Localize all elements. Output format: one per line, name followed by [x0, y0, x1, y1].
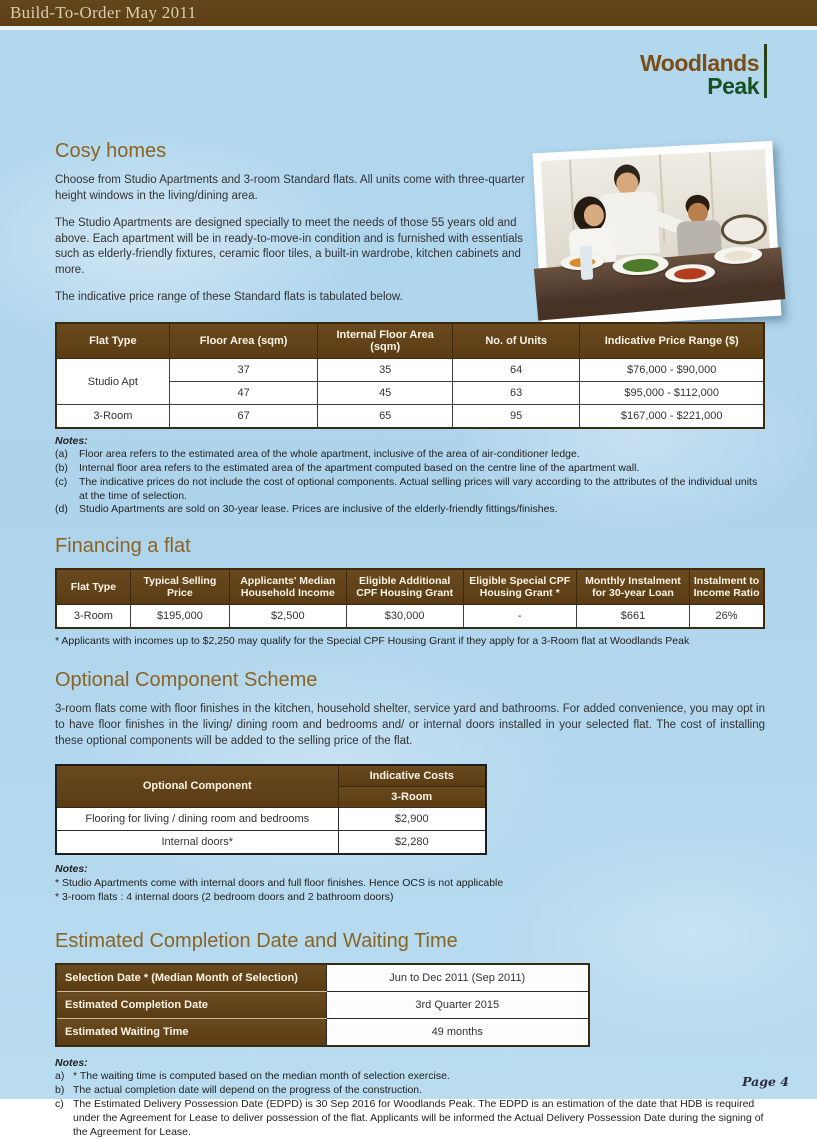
note-text: Internal floor area refers to the estimated area of the apartment computed based on the centre line of the apartment wall.	[79, 461, 640, 474]
note-text: The indicative prices do not include the cost of optional components. Actual selling prices will vary according to the attributes of the individual units at the time of selection.	[79, 475, 758, 502]
price-cell-units: 64	[452, 359, 579, 382]
table-row	[56, 964, 589, 992]
top-banner	[0, 0, 817, 30]
fin-cell-additional-grant: $30,000	[346, 605, 463, 629]
note-text: * Studio Apartments come with internal doors and full floor finishes. Hence OCS is not applicable	[55, 876, 504, 889]
note-item	[55, 448, 765, 462]
price-cell-internal-area: 35	[318, 359, 453, 382]
note-text: Floor area refers to the estimated area of the whole apartment, inclusive of the area of air-conditioner ledge.	[79, 448, 580, 461]
ocs-col-3room: 3-Room	[338, 786, 486, 807]
price-cell-floor-area: 47	[169, 382, 318, 405]
fin-col-additional-grant: Eligible Additional CPF Housing Grant	[346, 569, 463, 605]
completion-heading: Estimated Completion Date and Waiting Time	[55, 930, 458, 953]
table-row	[56, 359, 764, 382]
fin-cell-flat-type: 3-Room	[56, 605, 130, 629]
fin-cell-selling-price: $195,000	[130, 605, 229, 629]
note-marker: c)	[55, 1097, 64, 1110]
page-content	[55, 140, 765, 1140]
banner-title: Build-To-Order May 2011	[10, 3, 197, 22]
ocs-table	[55, 764, 487, 855]
price-cell-flat-type: 3-Room	[56, 405, 169, 429]
note-item	[55, 1070, 765, 1084]
note-text: The Estimated Delivery Possession Date (EDPD) is 30 Sep 2016 for Woodlands Peak. The EDPD is an estimation of the date that HDB is required under the Agreement for Lease to deliver possession of the flat. Applicants will be informed the Actual Delivery Possession Date during the signing of the Agreement for Lease.	[73, 1097, 764, 1138]
financing-heading: Financing a flat	[55, 535, 191, 558]
financing-footnote: * Applicants with incomes up to $2,250 may qualify for the Special CPF Housing Grant if they apply for a 3-Room flat at Woodlands Peak	[55, 635, 690, 648]
note-marker: b)	[55, 1084, 65, 1097]
note-marker: (a)	[55, 448, 68, 461]
notes-label: Notes:	[55, 862, 88, 875]
completion-table	[55, 963, 590, 1047]
note-marker: (b)	[55, 461, 68, 474]
fin-col-median-income: Applicants' Median Household Income	[229, 569, 346, 605]
comp-value-selection-date: Jun to Dec 2011 (Sep 2011)	[326, 964, 589, 992]
price-cell-units: 95	[452, 405, 579, 429]
price-cell-flat-type: Studio Apt	[56, 359, 169, 405]
fin-col-monthly-instalment: Monthly Instalment for 30-year Loan	[576, 569, 689, 605]
price-cell-price-range: $167,000 - $221,000	[580, 405, 764, 429]
notes-label: Notes:	[55, 1057, 88, 1070]
ocs-cell-component: Flooring for living / dining room and bedrooms	[56, 807, 338, 830]
fin-cell-monthly-instalment: $661	[576, 605, 689, 629]
fin-cell-special-grant: -	[463, 605, 576, 629]
fin-col-special-grant: Eligible Special CPF Housing Grant *	[463, 569, 576, 605]
indicative-price-table	[55, 322, 765, 429]
table-row	[56, 405, 764, 429]
note-marker: (c)	[55, 475, 68, 488]
price-notes	[55, 435, 765, 517]
note-item	[55, 476, 765, 504]
comp-label-waiting-time: Estimated Waiting Time	[56, 1019, 326, 1047]
cosy-paragraph-3: The indicative price range of these Standard flats is tabulated below.	[55, 291, 403, 304]
page-number: Page 4	[742, 1074, 789, 1089]
table-row	[56, 807, 486, 830]
fin-cell-income-ratio: 26%	[690, 605, 764, 629]
fin-col-income-ratio: Instalment to Income Ratio	[690, 569, 764, 605]
table-row	[56, 992, 589, 1019]
comp-value-waiting-time: 49 months	[326, 1019, 589, 1047]
note-text: * The waiting time is computed based on the median month of selection exercise.	[73, 1070, 450, 1083]
note-marker: a)	[55, 1070, 65, 1083]
price-col-floor-area: Floor Area (sqm)	[169, 323, 318, 359]
table-row	[56, 830, 486, 854]
note-item	[55, 1084, 765, 1098]
ocs-cell-cost: $2,280	[338, 830, 486, 854]
price-col-price-range: Indicative Price Range ($)	[580, 323, 764, 359]
table-row	[56, 1019, 589, 1047]
ocs-cell-cost: $2,900	[338, 807, 486, 830]
completion-notes	[55, 1057, 765, 1139]
price-cell-internal-area: 65	[318, 405, 453, 429]
logo-line-peak: Peak	[707, 73, 759, 99]
price-cell-units: 63	[452, 382, 579, 405]
logo-line-woodlands: Woodlands	[639, 50, 759, 76]
cosy-homes-heading: Cosy homes	[55, 140, 167, 162]
note-marker: (d)	[55, 503, 68, 516]
ocs-col-component: Optional Component	[56, 765, 338, 808]
fin-col-flat-type: Flat Type	[56, 569, 130, 605]
fin-col-selling-price: Typical Selling Price	[130, 569, 229, 605]
comp-label-completion-date: Estimated Completion Date	[56, 992, 326, 1019]
note-text: * 3-room flats : 4 internal doors (2 bedroom doors and 2 bathroom doors)	[55, 891, 394, 904]
logo-text	[640, 52, 764, 98]
woodlands-peak-logo	[640, 52, 767, 98]
note-text: The actual completion date will depend on the progress of the construction.	[73, 1084, 423, 1097]
note-item	[55, 462, 765, 476]
note-item	[55, 503, 765, 517]
ocs-heading: Optional Component Scheme	[55, 669, 318, 692]
comp-label-selection-date: Selection Date * (Median Month of Selection)	[56, 964, 326, 992]
note-item	[55, 1098, 765, 1140]
price-cell-floor-area: 67	[169, 405, 318, 429]
comp-value-completion-date: 3rd Quarter 2015	[326, 992, 589, 1019]
table-row	[56, 605, 764, 629]
ocs-paragraph: 3-room flats come with floor finishes in the kitchen, household shelter, service yard and bathrooms. For added convenience, you may opt in to have floor finishes in the living/ dining room and bedrooms and/ or internal doors installed in your selected flat. The cost of installing these optional components will be added to the selling price of the flat.	[55, 703, 765, 748]
price-col-units: No. of Units	[452, 323, 579, 359]
fin-cell-median-income: $2,500	[229, 605, 346, 629]
ocs-notes	[55, 863, 765, 904]
financing-table	[55, 568, 765, 629]
notes-label: Notes:	[55, 435, 88, 448]
price-cell-floor-area: 37	[169, 359, 318, 382]
price-col-flat-type: Flat Type	[56, 323, 169, 359]
price-col-internal-area: Internal Floor Area (sqm)	[318, 323, 453, 359]
cosy-paragraph-2: The Studio Apartments are designed specially to meet the needs of those 55 years old and above. Each apartment will be in ready-to-move-in condition and is furnished with essentials such as elderly-friendly fixtures, ceramic floor tiles, a built-in wardrobe, kitchen cabinets and more.	[55, 216, 523, 277]
price-cell-price-range: $95,000 - $112,000	[580, 382, 764, 405]
note-text: Studio Apartments are sold on 30-year lease. Prices are inclusive of the elderly-friendly fittings/finishes.	[79, 503, 558, 516]
price-cell-price-range: $76,000 - $90,000	[580, 359, 764, 382]
cosy-paragraph-1: Choose from Studio Apartments and 3-room Standard flats. All units come with three-quarter height windows in the living/dining area.	[55, 174, 525, 202]
ocs-col-indicative-costs: Indicative Costs	[338, 765, 486, 787]
logo-vertical-bar	[764, 44, 767, 98]
price-cell-internal-area: 45	[318, 382, 453, 405]
ocs-cell-component: Internal doors*	[56, 830, 338, 854]
